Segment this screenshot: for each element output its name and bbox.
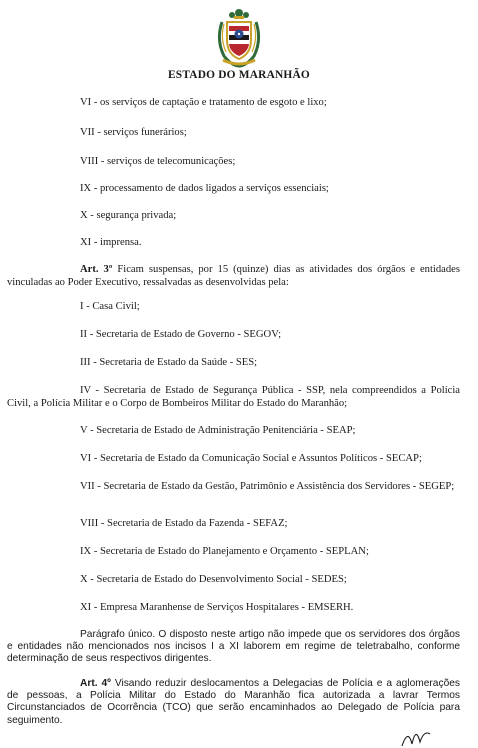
inciso-xi: XI - imprensa. (80, 237, 142, 248)
inciso-x: X - segurança privada; (80, 210, 177, 221)
paragrafo-unico (7, 629, 460, 666)
inciso-b-iv-text: IV - Secretaria de Estado de Segurança Pública - SSP, nela compreendidos a Polícia Civil, a Polícia Militar e o Corpo de Bombeiros Militar do Estado do Maranhão; (7, 385, 460, 409)
inciso-b-vi: VI - Secretaria de Estado da Comunicação Social e Assuntos Políticos - SECAP; (80, 453, 422, 464)
inciso-viii: VIII - serviços de telecomunicações; (80, 156, 236, 167)
article-3 (7, 264, 460, 289)
state-coat-of-arms (214, 4, 264, 68)
inciso-b-vii (7, 481, 460, 494)
inciso-b-ix: IX - Secretaria de Estado do Planejamento e Orçamento - SEPLAN; (80, 546, 369, 557)
paragrafo-unico-text: Parágrafo único. O disposto neste artigo não impede que os servidores dos órgãos e entidades não mencionados nos incisos I a XI laborem em regime de teletrabalho, conforme determinação de seus respectivos dirigentes. (7, 629, 460, 665)
inciso-b-xi: XI - Empresa Maranhense de Serviços Hospitalares - EMSERH. (80, 602, 354, 613)
inciso-b-iv (7, 385, 460, 410)
inciso-vii: VII - serviços funerários; (80, 127, 187, 138)
inciso-b-viii: VIII - Secretaria de Estado da Fazenda - SEFAZ; (80, 518, 288, 529)
inciso-b-v: V - Secretaria de Estado de Administração Penitenciária - SEAP; (80, 425, 356, 436)
article-3-text: Ficam suspensas, por 15 (quinze) dias as atividades dos órgãos e entidades vinculadas ao Poder Executivo, ressalvadas as desenvolvidas pela: (7, 264, 460, 288)
inciso-vi: VI - os serviços de captação e tratamento de esgoto e lixo; (80, 97, 327, 108)
state-header-title: ESTADO DO MARANHÃO (168, 69, 310, 81)
article-4 (7, 678, 460, 727)
inciso-b-x: X - Secretaria de Estado do Desenvolvimento Social - SEDES; (80, 574, 347, 585)
article-3-label: Art. 3º (80, 264, 113, 275)
signature-mark (398, 724, 434, 748)
inciso-b-ii: II - Secretaria de Estado de Governo - SEGOV; (80, 329, 282, 340)
inciso-b-iii: III - Secretaria de Estado da Saúde - SES; (80, 357, 258, 368)
article-4-text: Visando reduzir deslocamentos a Delegacias de Polícia e a aglomerações de pessoas, a Polícia Militar do Estado do Maranhão fica autorizada a lavrar Termos Circunstanciados de Ocorrência (TCO) que serão encaminhados ao Delegado de Polícia para seguimento. (7, 678, 460, 726)
inciso-b-vii-text: VII - Secretaria de Estado da Gestão, Patrimônio e Assistência dos Servidores - SEGEP; (80, 481, 455, 492)
inciso-ix: IX - processamento de dados ligados a serviços essenciais; (80, 183, 329, 194)
article-4-label: Art. 4º (80, 678, 111, 689)
inciso-b-i: I - Casa Civil; (80, 301, 140, 312)
